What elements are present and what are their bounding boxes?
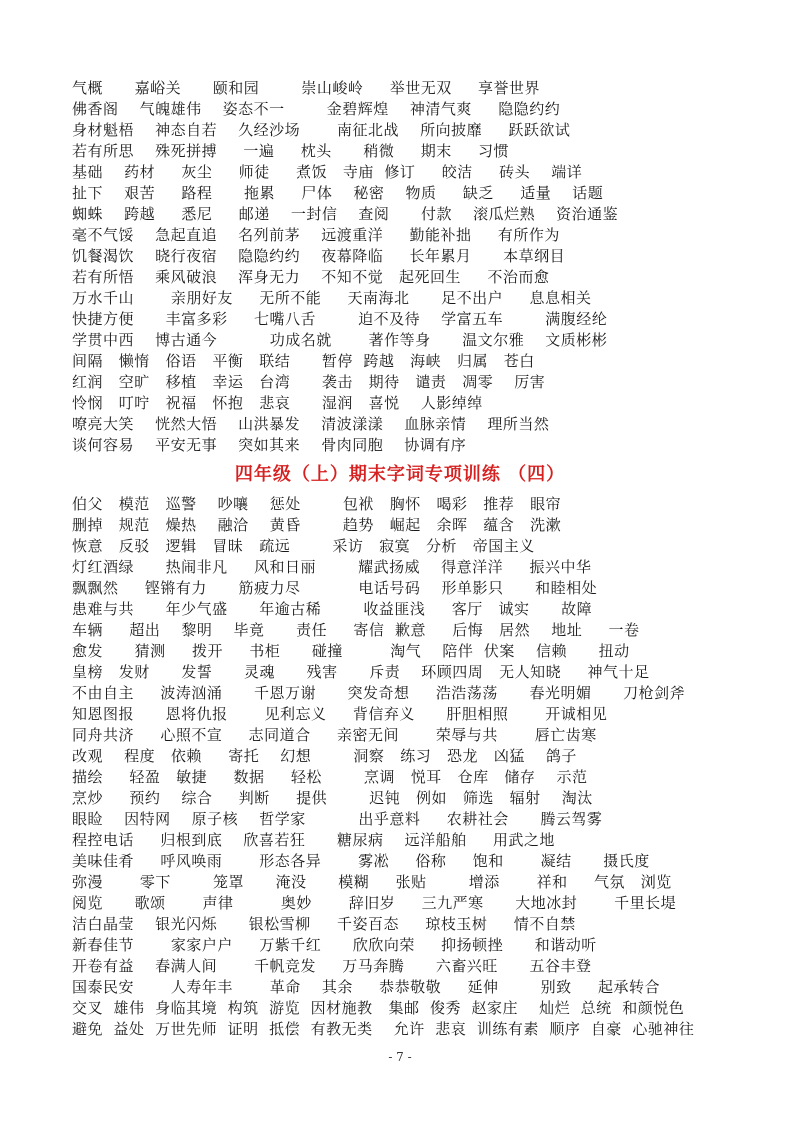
vocab-line: 同舟共济 心照不宣 志同道合 亲密无间 荣辱与共 唇亡齿寒 bbox=[72, 726, 597, 744]
vocab-line: 恢意 反驳 逻辑 冒昧 疏远 采访 寂寞 分析 帝国主义 bbox=[72, 537, 535, 555]
vocab-line: 毫不气馁 急起直追 名列前茅 远渡重洋 勤能补拙 有所作为 bbox=[72, 226, 560, 244]
vocab-line: 学贯中西 博古通今 功成名就 著作等身 温文尔雅 文质彬彬 bbox=[72, 331, 608, 349]
vocab-line: 蜘蛛 跨越 悉尼 邮递 一封信 查阅 付款 滚瓜烂熟 资治通鉴 bbox=[72, 205, 619, 223]
vocab-line: 知恩图报 恩将仇报 见利忘义 背信弃义 肝胆相照 开诚相见 bbox=[72, 705, 608, 723]
vocab-line: 描绘 轻盈 敏捷 数据 轻松 烹调 悦耳 仓库 储存 示范 bbox=[72, 768, 588, 786]
vocab-line: 怜悯 叮咛 祝福 怀抱 悲哀 湿润 喜悦 人影绰绰 bbox=[72, 394, 483, 412]
vocab-line: 万水千山 亲朋好友 无所不能 天南海北 足不出户 息息相关 bbox=[72, 289, 592, 307]
vocab-line: 饥餐渴饮 晓行夜宿 隐隐约约 夜幕降临 长年累月 本草纲目 bbox=[72, 247, 566, 265]
vocab-line: 飘飘然 铿锵有力 筋疲力尽 电话号码 形单影只 和睦相处 bbox=[72, 579, 598, 597]
vocab-line: 不由自主 波涛汹涌 千恩万谢 突发奇想 浩浩荡荡 春光明媚 刀枪剑斧 bbox=[72, 684, 686, 702]
vocab-line: 烹炒 预约 综合 判断 提供 迟钝 例如 筛选 辐射 淘汰 bbox=[72, 789, 593, 807]
vocab-line: 弥漫 零下 笼罩 淹没 模糊 张贴 增添 祥和 气氛 浏览 bbox=[72, 873, 672, 891]
vocab-line: 伯父 模范 巡警 吵嚷 惩处 包袱 胸怀 喝彩 推荐 眼帘 bbox=[72, 495, 562, 513]
vocab-line: 车辆 超出 黎明 毕竟 责任 寄信 歉意 后悔 居然 地址 一卷 bbox=[72, 621, 640, 639]
vocab-line: 嘹亮大笑 恍然大悟 山洪暴发 清波漾漾 血脉亲情 理所当然 bbox=[72, 415, 550, 433]
vocab-line: 间隔 懒惰 俗语 平衡 联结 暂停 跨越 海峡 归属 苍白 bbox=[72, 352, 535, 370]
page-number: - 7 - bbox=[388, 1050, 412, 1064]
vocab-line: 患难与共 年少气盛 年逾古稀 收益匪浅 客厅 诚实 故障 bbox=[72, 600, 593, 618]
vocab-block-1 bbox=[72, 78, 732, 456]
vocab-line: 眼睑 因特网 原子核 哲学家 出乎意料 农耕社会 腾云驾雾 bbox=[72, 810, 603, 828]
vocab-line: 程控电话 归根到底 欣喜若狂 糖尿病 远洋船舶 用武之地 bbox=[72, 831, 555, 849]
vocab-line: 气概 嘉峪关 颐和园 崇山峻岭 举世无双 享誉世界 bbox=[72, 79, 541, 97]
vocab-line: 身材魁梧 神态自若 久经沙场 南征北战 所向披靡 跃跃欲试 bbox=[72, 121, 571, 139]
vocab-line: 谈何容易 平安无事 突如其来 骨肉同胞 协调有序 bbox=[72, 436, 467, 454]
vocab-line: 新春佳节 家家户户 万紫千红 欣欣向荣 抑扬顿挫 和谐动听 bbox=[72, 936, 597, 954]
vocab-line: 快捷方便 丰富多彩 七嘴八舌 迫不及待 学富五车 满腹经纶 bbox=[72, 310, 608, 328]
vocab-block-2 bbox=[72, 494, 732, 1040]
vocab-line: 删掉 规范 燥热 融洽 黄昏 趋势 崛起 余晖 蕴含 洗漱 bbox=[72, 516, 562, 534]
vocab-line: 皇榜 发财 发誓 灵魂 残害 斥责 环顾四周 无人知晓 神气十足 bbox=[72, 663, 650, 681]
vocab-line: 红润 空旷 移植 幸运 台湾 袭击 期待 谴责 凋零 厉害 bbox=[72, 373, 546, 391]
vocab-line: 基础 药材 灰尘 师徒 煮饭 寺庙 修订 皎洁 砖头 端详 bbox=[72, 163, 583, 181]
vocab-line: 若有所悟 乘风破浪 浑身无力 不知不觉 起死回生 不治而愈 bbox=[72, 268, 550, 286]
vocab-line: 阅览 歌颂 声律 奥妙 辞旧岁 三九严寒 大地冰封 千里长堤 bbox=[72, 894, 677, 912]
vocab-line: 美味佳肴 呼风唤雨 形态各异 雾凇 俗称 饱和 凝结 摄氏度 bbox=[72, 852, 650, 870]
vocab-line: 开卷有益 春满人间 千帆竞发 万马奔腾 六畜兴旺 五谷丰登 bbox=[72, 957, 592, 975]
vocab-line: 灯红酒绿 热闹非凡 风和日丽 耀武扬威 得意洋洋 振兴中华 bbox=[72, 558, 592, 576]
vocab-line: 避免 益处 万世先师 证明 抵偿 有教无类 允许 悲哀 训练有素 顺序 自豪 心驰神往 bbox=[72, 1020, 695, 1038]
vocab-line: 国泰民安 人寿年丰 革命 其余 恭恭敬敬 延伸 别致 起承转合 bbox=[72, 978, 660, 996]
vocab-line: 佛香阁 气魄雄伟 姿态不一 金碧辉煌 神清气爽 隐隐约约 bbox=[72, 100, 561, 118]
vocab-line: 洁白晶莹 银光闪烁 银松雪柳 千姿百态 琼枝玉树 情不自禁 bbox=[72, 915, 576, 933]
vocab-line: 改观 程度 依赖 寄托 幻想 洞察 练习 恐龙 凶猛 鸽子 bbox=[72, 747, 577, 765]
section-title: 四年级（上）期末字词专项训练 （四） bbox=[234, 464, 566, 485]
vocab-line: 扯下 艰苦 路程 拖累 尸体 秘密 物质 缺乏 适量 话题 bbox=[72, 184, 604, 202]
vocab-line: 若有所思 殊死拼搏 一遍 枕头 稍微 期末 习惯 bbox=[72, 142, 510, 160]
vocab-line: 交叉 雄伟 身临其境 构筑 游览 因材施教 集邮 俊秀 赵家庄 灿烂 总统 和颜悦色 bbox=[72, 999, 685, 1017]
vocab-line: 愈发 猜测 拨开 书柜 碰撞 淘气 陪伴 伏案 信赖 扭动 bbox=[72, 642, 630, 660]
